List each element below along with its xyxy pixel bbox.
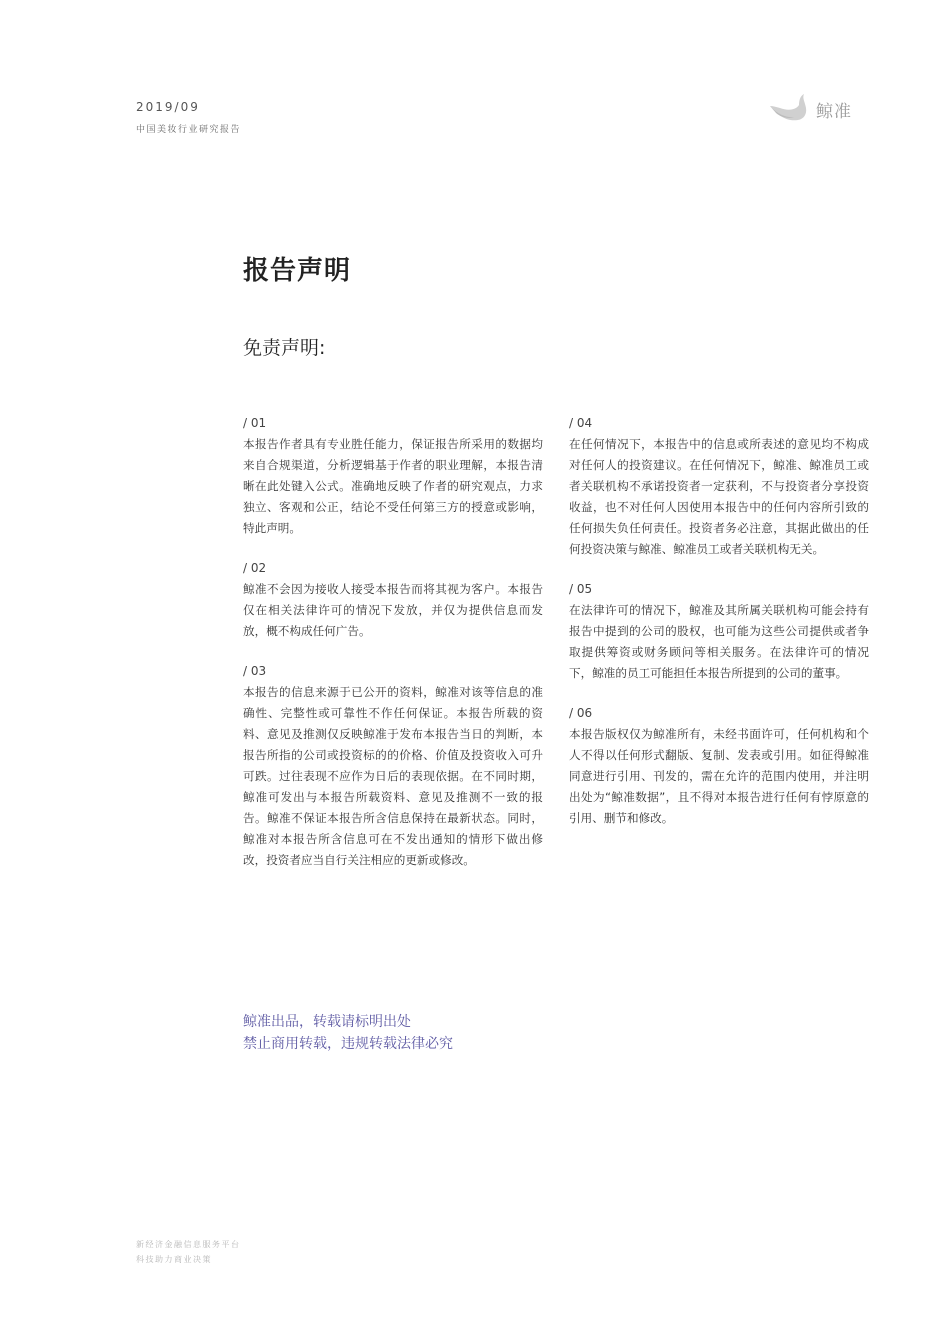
whale-logo-icon bbox=[768, 92, 810, 126]
report-date: 2019/09 bbox=[136, 100, 200, 114]
right-column bbox=[569, 414, 869, 849]
section-number: / 06 bbox=[569, 706, 593, 720]
report-name: 中国美妆行业研究报告 bbox=[136, 125, 242, 135]
page-footer bbox=[136, 1237, 241, 1267]
section-text: 本报告的信息来源于已公开的资料，鲸准对该等信息的准确性、完整性或可靠性不作任何保证。本报告所载的资料、意见及推测仅反映鲸准于发布本报告当日的判断，本报告所指的公司或投资标的的价格、价值及投资收入可升可跌。过往表现不应作为日后的表现依据。在不同时期，鲸准可发出与本报告所载资料、意见及推测不一致的报告。鲸准不保证本报告所含信息保持在最新状态。同时，鲸准对本报告所含信息可在不发出通知的情形下做出修改，投资者应当自行关注相应的更新或修改。 bbox=[243, 685, 543, 867]
section-text: 本报告作者具有专业胜任能力，保证报告所采用的数据均来自合规渠道，分析逻辑基于作者的职业理解，本报告清晰在此处键入公式。准确地反映了作者的研究观点，力求独立、客观和公正，结论不受任何第三方的授意或影响，特此声明。 bbox=[243, 437, 543, 535]
left-column bbox=[243, 414, 543, 891]
section-number: / 01 bbox=[243, 416, 267, 430]
notice-line-1: 鲸准出品，转载请标明出处 bbox=[243, 1014, 411, 1030]
brand-name: 鲸准 bbox=[816, 101, 852, 122]
section-03 bbox=[243, 662, 543, 871]
section-number: / 03 bbox=[243, 664, 267, 678]
footer-line-2: 科技助力商业决策 bbox=[136, 1255, 212, 1264]
notice-line-2: 禁止商用转载，违规转载法律必究 bbox=[243, 1036, 453, 1052]
section-text: 本报告版权仅为鲸准所有，未经书面许可，任何机构和个人不得以任何形式翻版、复制、发表或引用。如征得鲸准同意进行引用、刊发的，需在允许的范围内使用，并注明出处为“鲸准数据”，且不得对本报告进行任何有悖原意的引用、删节和修改。 bbox=[569, 727, 869, 825]
section-text: 鲸准不会因为接收人接受本报告而将其视为客户。本报告仅在相关法律许可的情况下发放，并仅为提供信息而发放，概不构成任何广告。 bbox=[243, 582, 543, 638]
section-06 bbox=[569, 704, 869, 829]
section-text: 在任何情况下，本报告中的信息或所表述的意见均不构成对任何人的投资建议。在任何情况下，鲸准、鲸准员工或者关联机构不承诺投资者一定获利，不与投资者分享投资收益，也不对任何人因使用本报告中的任何内容所引致的任何损失负任何责任。投资者务必注意，其据此做出的任何投资决策与鲸准、鲸准员工或者关联机构无关。 bbox=[569, 437, 869, 556]
section-02 bbox=[243, 559, 543, 642]
brand-logo bbox=[768, 92, 852, 126]
section-text: 在法律许可的情况下，鲸准及其所属关联机构可能会持有报告中提到的公司的股权，也可能为这些公司提供或者争取提供筹资或财务顾问等相关服务。在法律许可的情况下，鲸准的员工可能担任本报告所提到的公司的董事。 bbox=[569, 603, 869, 680]
section-01 bbox=[243, 414, 543, 539]
footer-line-1: 新经济金融信息服务平台 bbox=[136, 1240, 241, 1249]
copyright-notice bbox=[243, 1011, 453, 1055]
section-04 bbox=[569, 414, 869, 560]
section-number: / 02 bbox=[243, 561, 267, 575]
page-title: 报告声明 bbox=[243, 256, 352, 286]
section-05 bbox=[569, 580, 869, 684]
disclaimer-heading: 免责声明: bbox=[243, 337, 326, 359]
section-number: / 04 bbox=[569, 416, 593, 430]
section-number: / 05 bbox=[569, 582, 593, 596]
